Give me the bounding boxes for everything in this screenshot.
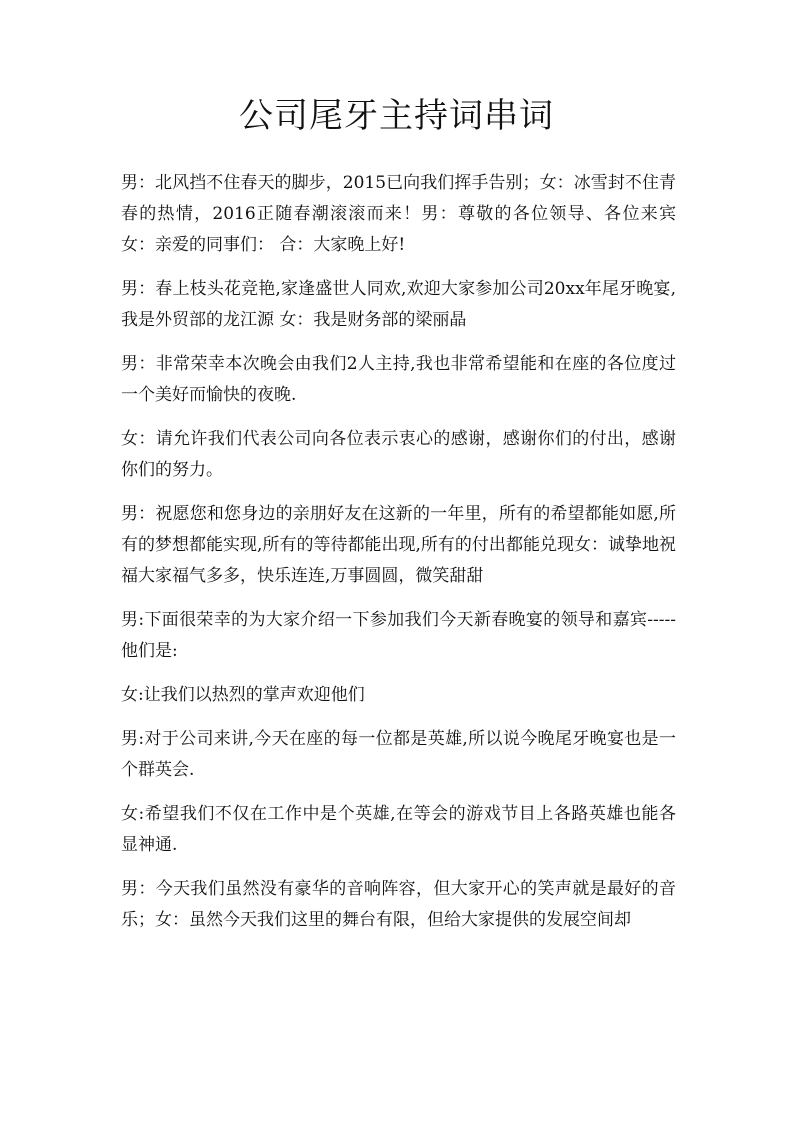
paragraph-3: 男：非常荣幸本次晚会由我们2人主持,我也非常希望能和在座的各位度过一个美好而愉快的夜晚. [121,354,676,405]
document-title: 公司尾牙主持词串词 [239,96,554,136]
paragraph-8: 男:对于公司来讲,今天在座的每一位都是英雄,所以说今晚尾牙晚宴也是一个群英会. [121,729,676,780]
paragraph-1: 男：北风挡不住春天的脚步，2015已向我们挥手告别；女：冰雪封不住青春的热情，2016正随春潮滚滚而来！男：尊敬的各位领导、各位来宾 女：亲爱的同事们： 合：大家晚上好! [121,173,676,255]
paragraph-6: 男:下面很荣幸的为大家介绍一下参加我们今天新春晚宴的领导和嘉宾-----他们是: [121,610,676,661]
document-body [121,168,676,949]
paragraph-10: 男：今天我们虽然没有豪华的音响阵容，但大家开心的笑声就是最好的音乐；女：虽然今天我们这里的舞台有限，但给大家提供的发展空间却 [121,879,676,930]
paragraph-9: 女:希望我们不仅在工作中是个英雄,在等会的游戏节目上各路英雄也能各显神通. [121,804,676,855]
paragraph-5: 男：祝愿您和您身边的亲朋好友在这新的一年里，所有的希望都能如愿,所有的梦想都能实现,所有的等待都能出现,所有的付出都能兑现女：诚挚地祝福大家福气多多，快乐连连,万事圆圆，微笑甜甜 [121,504,676,586]
paragraph-2: 男：春上枝头花竞艳,家逢盛世人同欢,欢迎大家参加公司20xx年尾牙晚宴,我是外贸部的龙江源 女：我是财务部的梁丽晶 [121,279,676,330]
paragraph-4: 女：请允许我们代表公司向各位表示衷心的感谢，感谢你们的付出，感谢你们的努力。 [121,429,676,480]
paragraph-7: 女:让我们以热烈的掌声欢迎他们 [121,685,365,705]
